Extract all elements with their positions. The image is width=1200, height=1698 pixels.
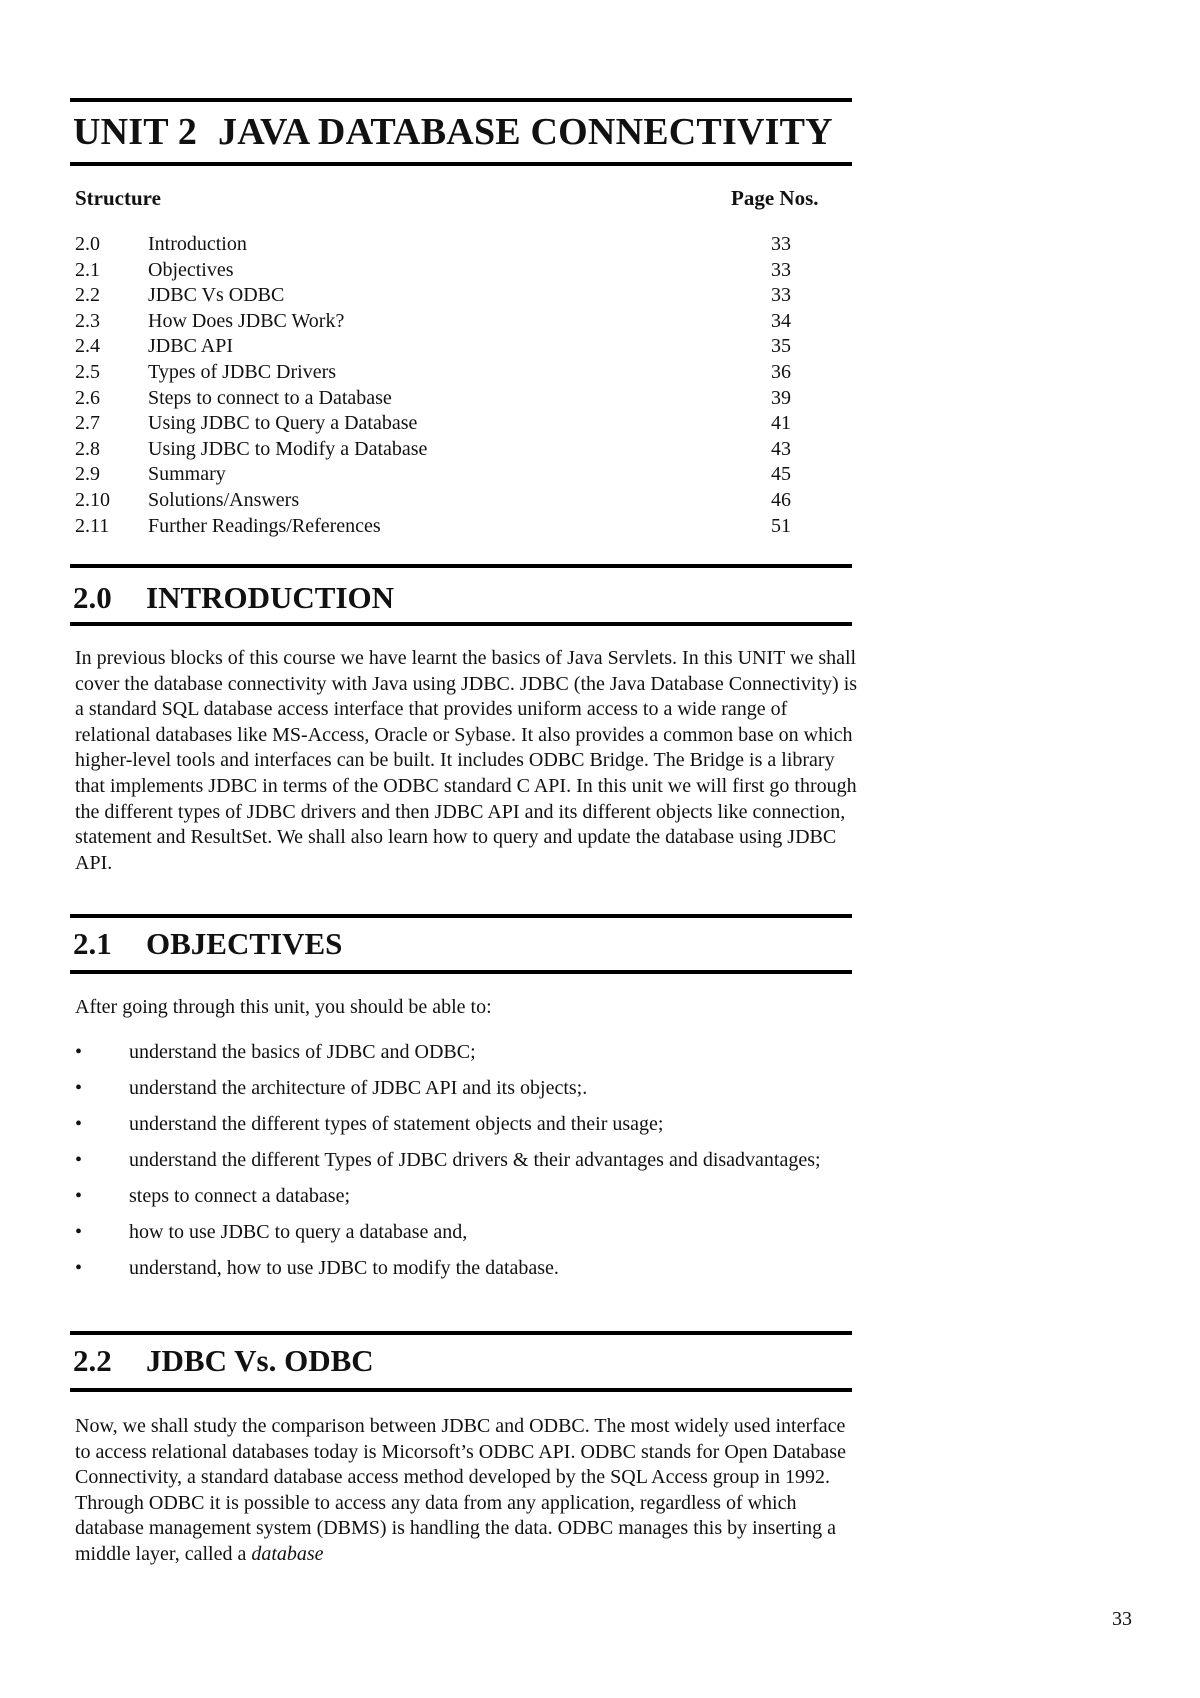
toc-row — [75, 437, 795, 463]
section-heading-introduction — [73, 580, 394, 616]
bullet-icon: • — [75, 1113, 83, 1135]
toc-title: Objectives — [148, 258, 234, 281]
page-nos-heading: Page Nos. — [731, 186, 819, 210]
toc-page: 45 — [771, 463, 791, 486]
toc-row — [75, 258, 795, 284]
toc-number: 2.0 — [75, 233, 100, 255]
toc-row — [75, 514, 795, 540]
bullet-icon: • — [75, 1077, 83, 1099]
unit-number: UNIT 2 — [73, 111, 198, 153]
page-number: 33 — [1112, 1608, 1132, 1630]
objective-text: understand the architecture of JDBC API and its objects;. — [129, 1077, 588, 1099]
bullet-icon: • — [75, 1185, 83, 1207]
section-rule — [70, 1331, 852, 1335]
objective-item — [75, 1256, 865, 1281]
section-title: JDBC Vs. ODBC — [146, 1343, 374, 1378]
objective-text: understand the basics of JDBC and ODBC; — [129, 1041, 476, 1063]
section-number: 2.2 — [73, 1343, 112, 1378]
objective-text: understand the different types of statement objects and their usage; — [129, 1113, 664, 1135]
top-rule — [70, 98, 852, 102]
toc-row — [75, 386, 795, 412]
toc-page: 51 — [771, 514, 791, 537]
toc-row — [75, 411, 795, 437]
section-heading-jdbc-vs-odbc — [73, 1343, 374, 1379]
objective-text: steps to connect a database; — [129, 1185, 351, 1207]
toc-page: 36 — [771, 360, 791, 383]
toc-number: 2.8 — [75, 437, 100, 460]
toc-page: 33 — [771, 233, 791, 255]
objective-item — [75, 1184, 865, 1209]
toc-number: 2.1 — [75, 258, 100, 281]
toc-page: 39 — [771, 386, 791, 409]
toc-page: 46 — [771, 488, 791, 511]
toc-page: 35 — [771, 335, 791, 358]
toc-title: Types of JDBC Drivers — [148, 360, 337, 383]
objectives-list — [75, 1040, 865, 1292]
section-title: OBJECTIVES — [146, 926, 343, 961]
objective-item — [75, 1040, 865, 1065]
jdbc-vs-odbc-paragraph — [75, 1414, 865, 1568]
jdbc-vs-odbc-text: Now, we shall study the comparison between JDBC and ODBC. The most widely used interface to access relational databases today is Micorsoft’s ODBC API. ODBC stands for Open Database Connectivity, a standard database access method developed by the SQL Access group in 1992. Through ODBC it is possible to access any data from any application, regardless of which database management system (DBMS) is handling the data. ODBC manages this by inserting a middle layer, called a — [75, 1415, 846, 1565]
toc-number: 2.2 — [75, 284, 100, 307]
objective-item — [75, 1112, 865, 1137]
toc-title: Summary — [148, 463, 226, 486]
toc-number: 2.4 — [75, 335, 100, 358]
toc-title: Introduction — [148, 233, 247, 255]
toc-number: 2.3 — [75, 309, 100, 332]
section-heading-objectives — [73, 926, 342, 962]
toc-title: JDBC Vs ODBC — [148, 284, 285, 307]
section-rule — [70, 1388, 852, 1392]
toc-row — [75, 360, 795, 386]
objective-text: understand the different Types of JDBC drivers & their advantages and disadvantages; — [129, 1149, 821, 1171]
objective-item — [75, 1076, 865, 1101]
section-rule — [70, 914, 852, 918]
toc-number: 2.9 — [75, 463, 100, 486]
introduction-paragraph: In previous blocks of this course we have learnt the basics of Java Servlets. In this UNIT we shall cover the database connectivity with Java using JDBC. JDBC (the Java Database Connectivity) is a standard SQL database access interface that provides uniform access to a wide range of relational databases like MS-Access, Oracle or Sybase. It also provides a common base on which higher-level tools and interfaces can be built. It includes ODBC Bridge. The Bridge is a library that implements JDBC in terms of the ODBC standard C API. In this unit we will first go through the different types of JDBC drivers and then JDBC API and its different objects like connection, statement and ResultSet. We shall also learn how to query and update the database using JDBC API. — [75, 647, 858, 874]
toc-title: Using JDBC to Query a Database — [148, 412, 418, 435]
toc-title: Solutions/Answers — [148, 488, 300, 511]
toc-page: 41 — [771, 412, 791, 435]
section-number: 2.0 — [73, 580, 112, 615]
jdbc-vs-odbc-italic-term: database — [251, 1542, 324, 1565]
objective-text: how to use JDBC to query a database and, — [129, 1221, 468, 1243]
toc-row — [75, 488, 795, 514]
table-of-contents — [75, 232, 795, 539]
toc-number: 2.11 — [75, 514, 110, 537]
toc-number: 2.7 — [75, 412, 100, 435]
toc-row — [75, 232, 795, 258]
objective-text: understand, how to use JDBC to modify the database. — [129, 1257, 559, 1279]
toc-row — [75, 462, 795, 488]
bullet-icon: • — [75, 1221, 83, 1243]
structure-heading: Structure — [75, 186, 161, 210]
toc-page: 34 — [771, 309, 791, 332]
toc-row — [75, 283, 795, 309]
section-rule — [70, 622, 852, 626]
unit-title-rule — [70, 162, 852, 166]
toc-title: How Does JDBC Work? — [148, 309, 345, 332]
section-rule — [70, 970, 852, 974]
objective-item — [75, 1220, 865, 1245]
toc-row — [75, 309, 795, 335]
bullet-icon: • — [75, 1041, 83, 1063]
toc-page: 33 — [771, 258, 791, 281]
section-rule — [70, 564, 852, 568]
section-number: 2.1 — [73, 926, 112, 961]
toc-title: Using JDBC to Modify a Database — [148, 437, 428, 460]
toc-title: Further Readings/References — [148, 514, 381, 537]
toc-number: 2.5 — [75, 360, 100, 383]
bullet-icon: • — [75, 1149, 83, 1171]
unit-title — [73, 110, 833, 154]
bullet-icon: • — [75, 1257, 83, 1279]
toc-title: Steps to connect to a Database — [148, 386, 392, 409]
section-title: INTRODUCTION — [146, 580, 395, 615]
unit-title-text: JAVA DATABASE CONNECTIVITY — [218, 111, 833, 153]
toc-page: 33 — [771, 284, 791, 307]
toc-title: JDBC API — [148, 335, 234, 358]
objectives-intro: After going through this unit, you should be able to: — [75, 996, 492, 1018]
toc-row — [75, 334, 795, 360]
toc-number: 2.10 — [75, 488, 110, 511]
toc-number: 2.6 — [75, 386, 100, 409]
toc-page: 43 — [771, 437, 791, 460]
objective-item — [75, 1148, 865, 1173]
